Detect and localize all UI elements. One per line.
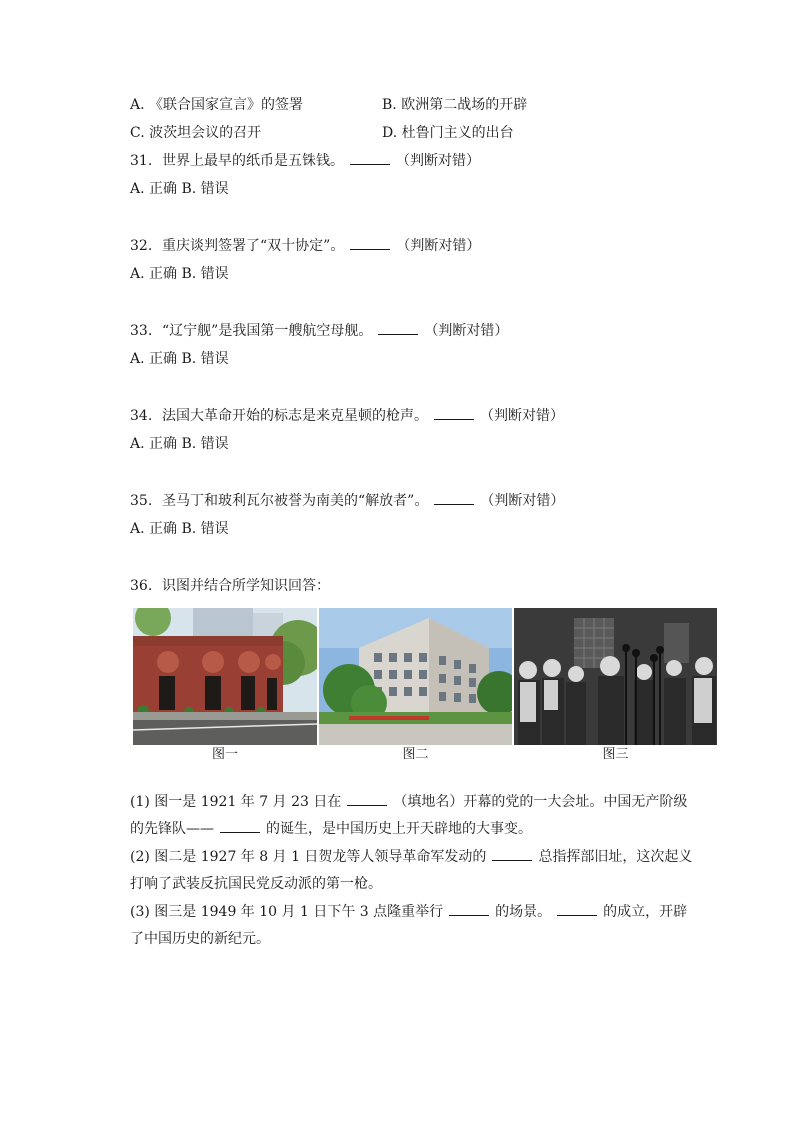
question-32 — [130, 237, 480, 255]
question-hint: （判断对错） — [396, 238, 481, 254]
sub-text: 总指挥部旧址，这次起义打响了武装反抗国民党反动派的第一枪。 — [130, 849, 693, 892]
answer-blank[interactable] — [449, 903, 489, 916]
sub-text: 的场景。 — [495, 904, 552, 920]
question-hint: （判断对错） — [480, 493, 565, 509]
question-35-options: A. 正确 B. 错误 — [130, 521, 229, 537]
question-text: 圣马丁和玻利瓦尔被誉为南美的“解放者”。 — [162, 493, 429, 509]
question-number: 33. — [130, 323, 153, 339]
sub-text: 的诞生，是中国历史上开天辟地的大事变。 — [266, 821, 532, 837]
sub-text: 的成立，开辟了中国历史的新纪元。 — [130, 904, 688, 947]
sub-text: (2) 图二是 1927 年 8 月 1 日贺龙等人领导革命军发动的 — [130, 849, 487, 865]
photo-3-founding-ceremony — [514, 608, 717, 745]
photo-1-site-of-first-congress — [133, 608, 317, 745]
photo-2-nanchang-headquarters — [319, 608, 512, 745]
question-33 — [130, 322, 508, 340]
q30-option-b: B. 欧洲第二战场的开辟 — [382, 97, 528, 113]
question-number: 36. — [130, 578, 153, 594]
question-text: 重庆谈判签署了“双十协定”。 — [162, 238, 345, 254]
question-36 — [130, 577, 330, 595]
answer-blank[interactable] — [220, 820, 260, 833]
answer-blank[interactable] — [378, 322, 418, 335]
question-hint: （判断对错） — [396, 153, 480, 169]
question-number: 35. — [130, 493, 153, 509]
answer-blank[interactable] — [350, 237, 390, 250]
answer-blank[interactable] — [434, 492, 474, 505]
photo-2-caption: 图二 — [402, 747, 429, 762]
question-32-options: A. 正确 B. 错误 — [130, 266, 229, 282]
answer-blank[interactable] — [557, 903, 597, 916]
question-text: 法国大革命开始的标志是来克星顿的枪声。 — [162, 408, 428, 424]
question-34 — [130, 407, 564, 425]
answer-blank[interactable] — [350, 152, 390, 165]
question-33-options: A. 正确 B. 错误 — [130, 351, 229, 367]
question-text: 世界上最早的纸币是五铢钱。 — [162, 153, 344, 169]
photo-1-caption: 图一 — [211, 747, 238, 762]
question-text: 识图并结合所学知识回答： — [162, 578, 330, 594]
photo-3-caption: 图三 — [602, 747, 629, 762]
q30-option-a: A. 《联合国家宣言》的签署 — [130, 97, 304, 113]
question-number: 31. — [130, 153, 153, 169]
question-hint: （判断对错） — [424, 323, 509, 339]
question-34-options: A. 正确 B. 错误 — [130, 436, 229, 452]
question-text: “辽宁舰”是我国第一艘航空母舰。 — [162, 323, 373, 339]
q36-sub-1 — [130, 789, 700, 843]
question-number: 34. — [130, 408, 153, 424]
answer-blank[interactable] — [492, 848, 532, 861]
q30-option-d: D. 杜鲁门主义的出台 — [382, 125, 514, 141]
q30-option-c: C. 波茨坦会议的召开 — [130, 125, 262, 141]
answer-blank[interactable] — [347, 793, 387, 806]
sub-text: (3) 图三是 1949 年 10 月 1 日下午 3 点隆重举行 — [130, 904, 444, 920]
question-number: 32. — [130, 238, 153, 254]
question-31-options: A. 正确 B. 错误 — [130, 181, 229, 197]
question-hint: （判断对错） — [480, 408, 564, 424]
question-35 — [130, 492, 564, 510]
question-31 — [130, 152, 480, 170]
q36-sub-2 — [130, 844, 700, 898]
sub-text: (1) 图一是 1921 年 7 月 23 日在 — [130, 794, 342, 810]
q36-sub-3 — [130, 899, 700, 953]
answer-blank[interactable] — [434, 407, 474, 420]
sub-text: （填地名）开幕的党的一大会址。中国无产阶级的先锋队—— — [130, 794, 688, 837]
